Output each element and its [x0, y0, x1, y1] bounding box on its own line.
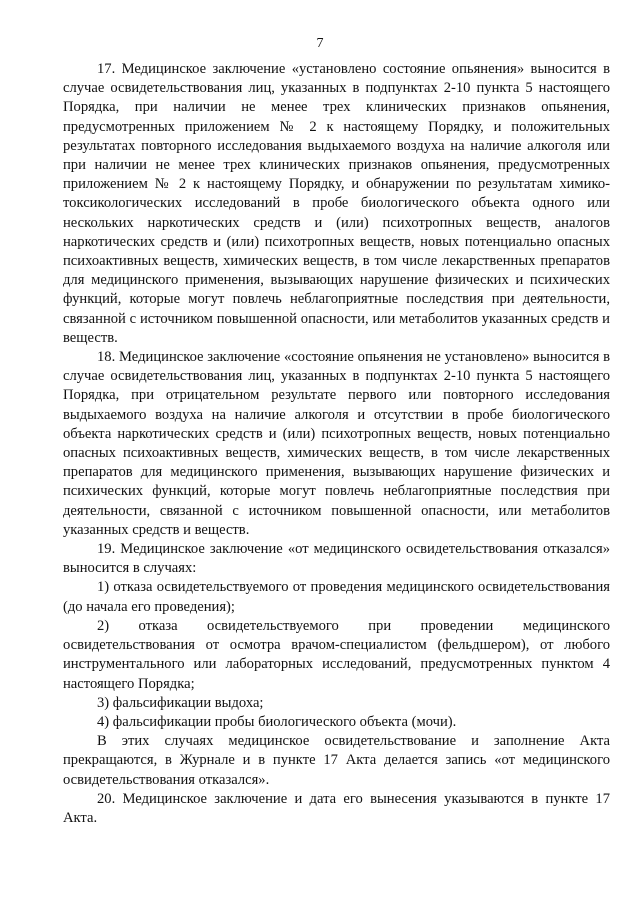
list-item-3: 3) фальсификации выдоха; [97, 694, 264, 711]
paragraph-18: 18. Медицинское заключение «состояние опьянения не установлено» выносится в случае освидетельствования лиц, указанных в подпунктах 2-10 пункта 5 настоящего Порядка, при отрицательном результате первого или повторного исследования выдыхаемого воздуха на наличие алкоголя и отсутствии в пробе биологического объекта наркотических средств и (или) психотропных веществ, новых потенциально опасных психоактивных веществ, химических веществ, в том числе лекарственных препаратов для медицинского применения, вызывающих нарушение физических и психических функций, которые могут повлечь неблагоприятные последствия при деятельности, связанной с источником повышенной опасности, или метаболитов указанных средств и веществ. [63, 349, 610, 538]
paragraph-20: 20. Медицинское заключение и дата его вынесения указываются в пункте 17 Акта. [63, 790, 610, 826]
paragraph-refusal-note: В этих случаях медицинское освидетельствование и заполнение Акта прекращаются, в Журнале и в пункте 17 Акта делается запись «от медицинского освидетельствования отказался». [63, 733, 610, 788]
paragraph-19: 19. Медицинское заключение «от медицинского освидетельствования отказался» выносится в случаях: [63, 541, 610, 577]
paragraph-17: 17. Медицинское заключение «установлено состояние опьянения» выносится в случае освидетельствования лиц, указанных в подпунктах 2-10 пункта 5 настоящего Порядка, при наличии не менее трех клинических признаков опьянения, предусмотренных приложением № 2 к настоящему Порядку, и положительных результатах повторного исследования выдыхаемого воздуха на наличие алкоголя или при наличии не менее трех клинических признаков опьянения, предусмотренных приложением № 2 к настоящему Порядку, и обнаружении по результатам химико-токсикологических исследований в пробе биологического объекта одного или нескольких наркотических средств и (или) психотропных веществ, аналогов наркотических средств и (или) психотропных веществ, новых потенциально опасных психоактивных веществ, химических веществ, в том числе лекарственных препаратов для медицинского применения, вызывающих нарушение физических и психических функций, которые могут повлечь неблагоприятные последствия при деятельности, связанной с источником повышенной опасности, или метаболитов указанных средств и веществ. [63, 61, 610, 346]
document-body [63, 60, 610, 828]
page-number: 7 [316, 36, 324, 51]
list-item-1: 1) отказа освидетельствуемого от проведения медицинского освидетельствования (до начала его проведения); [63, 579, 610, 615]
list-item-2: 2) отказа освидетельствуемого при проведении медицинского освидетельствования от осмотра врачом-специалистом (фельдшером), от любого инструментального или лабораторных исследований, предусмотренных пунктом 4 настоящего Порядка; [63, 617, 610, 692]
list-item-4: 4) фальсификации пробы биологического объекта (мочи). [97, 713, 457, 730]
